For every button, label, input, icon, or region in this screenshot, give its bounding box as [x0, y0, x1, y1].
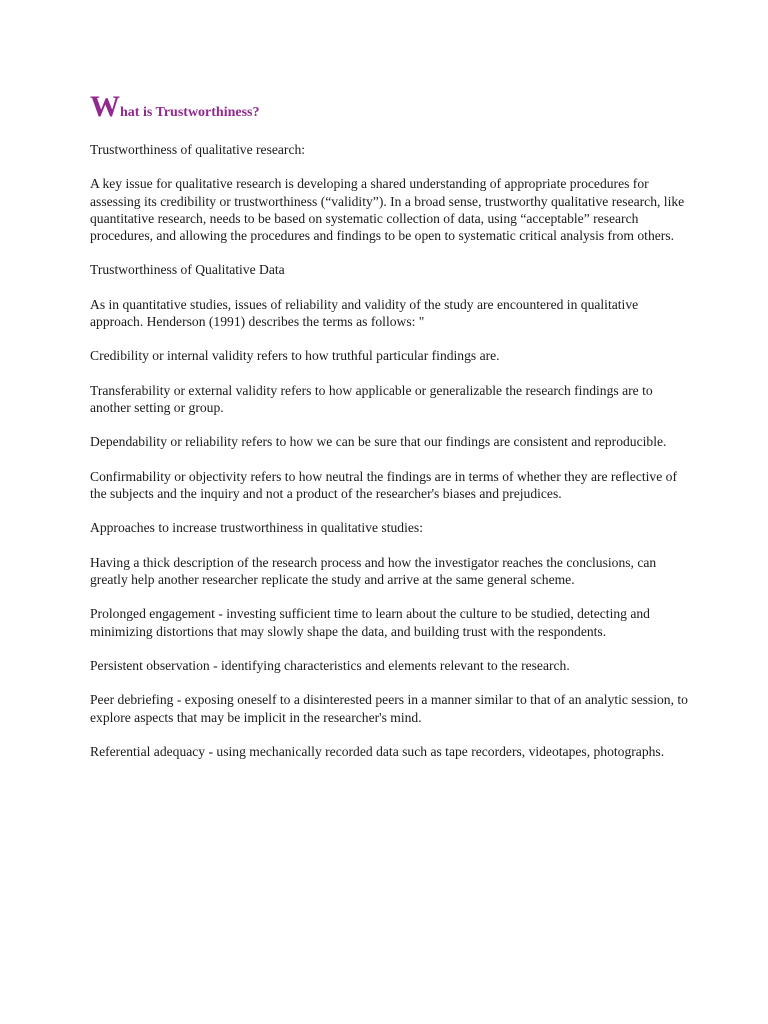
paragraph-dependability: Dependability or reliability refers to how we can be sure that our findings are consistent and reproducible. — [90, 434, 667, 450]
paragraph-transferability: Transferability or external validity refers to how applicable or generalizable the research findings are to another setting or group. — [90, 382, 653, 415]
document-page — [90, 92, 690, 777]
title-initial: W — [90, 90, 120, 123]
paragraph-persistent-observation: Persistent observation - identifying characteristics and elements relevant to the research. — [90, 657, 570, 673]
paragraph-thick-description: Having a thick description of the research process and how the investigator reaches the conclusions, can greatly help another researcher replicate the study and arrive at the same general scheme. — [90, 554, 657, 587]
paragraph-prolonged-engagement: Prolonged engagement - investing sufficient time to learn about the culture to be studied, detecting and minimizing distortions that may slowly shape the data, and building trust with the respondents. — [90, 606, 650, 639]
title-rest: hat is Trustworthiness? — [120, 105, 260, 120]
paragraph-key-issue: A key issue for qualitative research is developing a shared understanding of appropriate procedures for assessing its credibility or trustworthiness (“validity”). In a broad sense, trustworthy qualitative research, like quantitative research, needs to be based on systematic collection of data, using “acceptable” research procedures, and allowing the procedures and findings to be open to systematic critical analysis from others. — [90, 176, 685, 243]
paragraph-henderson: As in quantitative studies, issues of reliability and validity of the study are encountered in qualitative approach. Henderson (1991) describes the terms as follows: " — [90, 296, 639, 329]
page-title — [90, 92, 690, 122]
paragraph-subheading-research: Trustworthiness of qualitative research: — [90, 142, 306, 157]
paragraph-subheading-approaches: Approaches to increase trustworthiness in qualitative studies: — [90, 520, 423, 536]
paragraph-referential-adequacy: Referential adequacy - using mechanically recorded data such as tape recorders, videotapes, photographs. — [90, 743, 665, 759]
paragraph-confirmability: Confirmability or objectivity refers to how neutral the findings are in terms of whether they are reflective of the subjects and the inquiry and not a product of the researcher's biases and prejudices. — [90, 468, 677, 501]
paragraph-credibility: Credibility or internal validity refers to how truthful particular findings are. — [90, 348, 500, 364]
paragraph-subheading-data: Trustworthiness of Qualitative Data — [90, 262, 285, 278]
paragraph-peer-debriefing: Peer debriefing - exposing oneself to a disinterested peers in a manner similar to that of an analytic session, to explore aspects that may be implicit in the researcher's mind. — [90, 692, 688, 725]
